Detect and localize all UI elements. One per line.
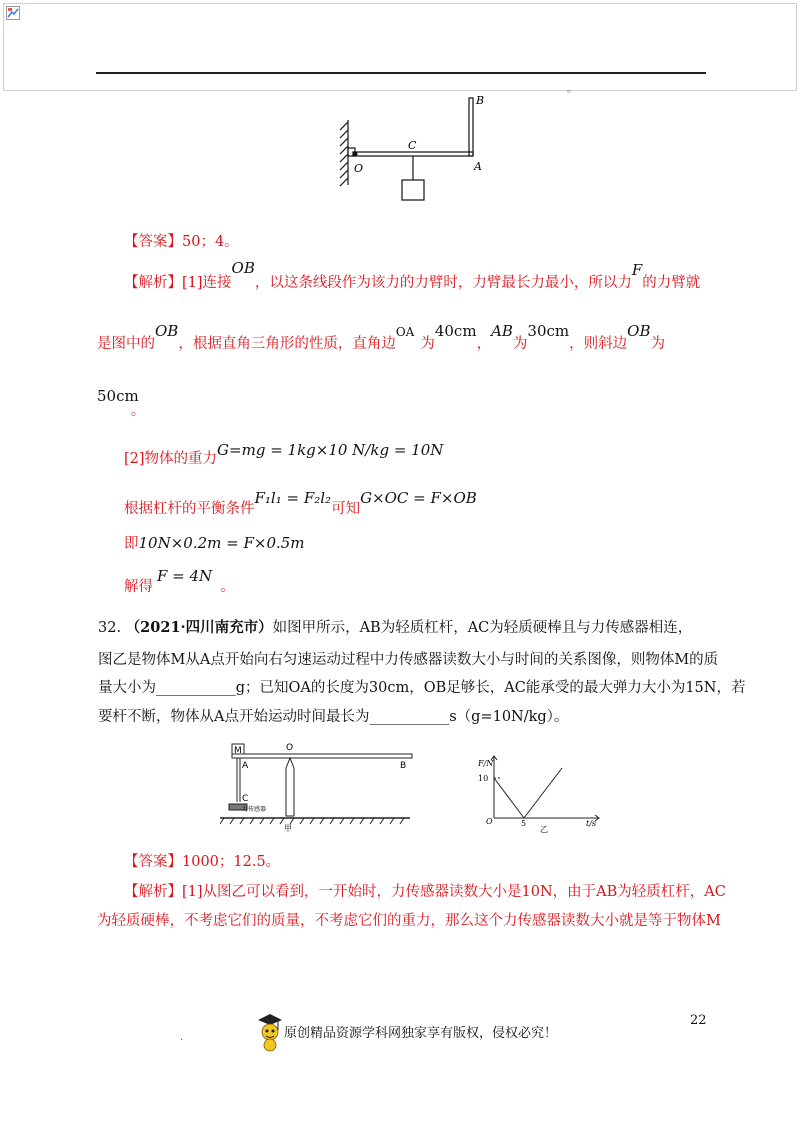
label-b: B <box>476 94 485 107</box>
figure-yi <box>474 754 604 834</box>
page-number: 22 <box>690 1013 707 1028</box>
figure-jia <box>220 738 415 833</box>
broken-image-icon <box>6 6 20 20</box>
analysis-31-line1: 【解析】[1]连接OB，以这条线段作为该力的力臂时，力臂最长力最小，所以力F的力臂就 <box>124 259 701 291</box>
yi-x5: 5 <box>521 819 527 828</box>
analysis-32-line2: 为轻质硬棒，不考虑它们的质量，不考虑它们的重力，那么这个力传感器读数大小就是等于物体M <box>97 913 721 929</box>
footer-copyright: 原创精品资源学科网独家享有版权，侵权必究！ <box>284 1026 558 1041</box>
footer-dot: . <box>180 1032 184 1043</box>
jia-m: M <box>234 746 242 756</box>
jia-a: A <box>242 761 249 771</box>
label-o: O <box>354 162 364 175</box>
header-dot: 。 <box>567 84 577 95</box>
answer-31: 【答案】50；4。 <box>124 234 239 250</box>
analysis-31-line2: 是图中的OB，根据直角三角形的性质，直角边$^{OA}$为40cm，AB为30cm，则斜边OB为 <box>97 322 665 352</box>
header-rule <box>96 72 706 74</box>
label-c: C <box>408 139 417 152</box>
analysis-31-line5: 根据杠杆的平衡条件F₁l₁ = F₂l₂可知G×OC = F×OB <box>124 489 477 517</box>
yi-caption: 乙 <box>540 825 548 834</box>
question-32-line1: 32. （2021·四川南充市）如图甲所示，AB为轻质杠杆，AC为轻质硬棒且与力传感器相连， <box>98 619 693 636</box>
label-a: A <box>474 160 482 173</box>
analysis-31-line6: 即10N×0.2m = F×0.5m <box>124 534 305 552</box>
yi-y10: 10 <box>478 774 489 783</box>
lever-figure <box>330 90 500 205</box>
analysis-31-line3: 50cm。 <box>97 387 146 419</box>
mascot-logo <box>256 1012 284 1052</box>
analysis-31-line7: 解得F = 4N。 <box>124 567 235 595</box>
header-frame <box>3 3 797 91</box>
question-32-line3: 量大小为___________g；已知OA的长度为30cm，OB足够长，AC能承受的最大弹力大小为15N，若 <box>98 680 746 696</box>
jia-b: B <box>400 761 407 771</box>
question-32-line4: 要杆不断，物体从A点开始运动时间最长为___________s（g=10N/kg）。 <box>98 709 569 725</box>
answer-32: 【答案】1000；12.5。 <box>124 854 281 870</box>
jia-caption: 甲 <box>284 824 292 833</box>
yi-ylabel: F/N <box>478 759 494 768</box>
yi-origin: O <box>486 817 493 826</box>
jia-sensor: 力传感器 <box>242 806 267 813</box>
analysis-32-line1: 【解析】[1]从图乙可以看到，一开始时，力传感器读数大小是10N，由于AB为轻质杠杆，AC <box>124 884 726 900</box>
yi-xlabel: t/s <box>586 819 597 828</box>
question-32-line2: 图乙是物体M从A点开始向右匀速运动过程中力传感器读数大小与时间的关系图像，则物体M的质 <box>98 652 719 668</box>
analysis-31-line4: [2]物体的重力G=mg = 1kg×10 N/kg = 10N <box>124 441 444 467</box>
jia-c: C <box>242 794 249 804</box>
jia-o: O <box>286 743 294 753</box>
